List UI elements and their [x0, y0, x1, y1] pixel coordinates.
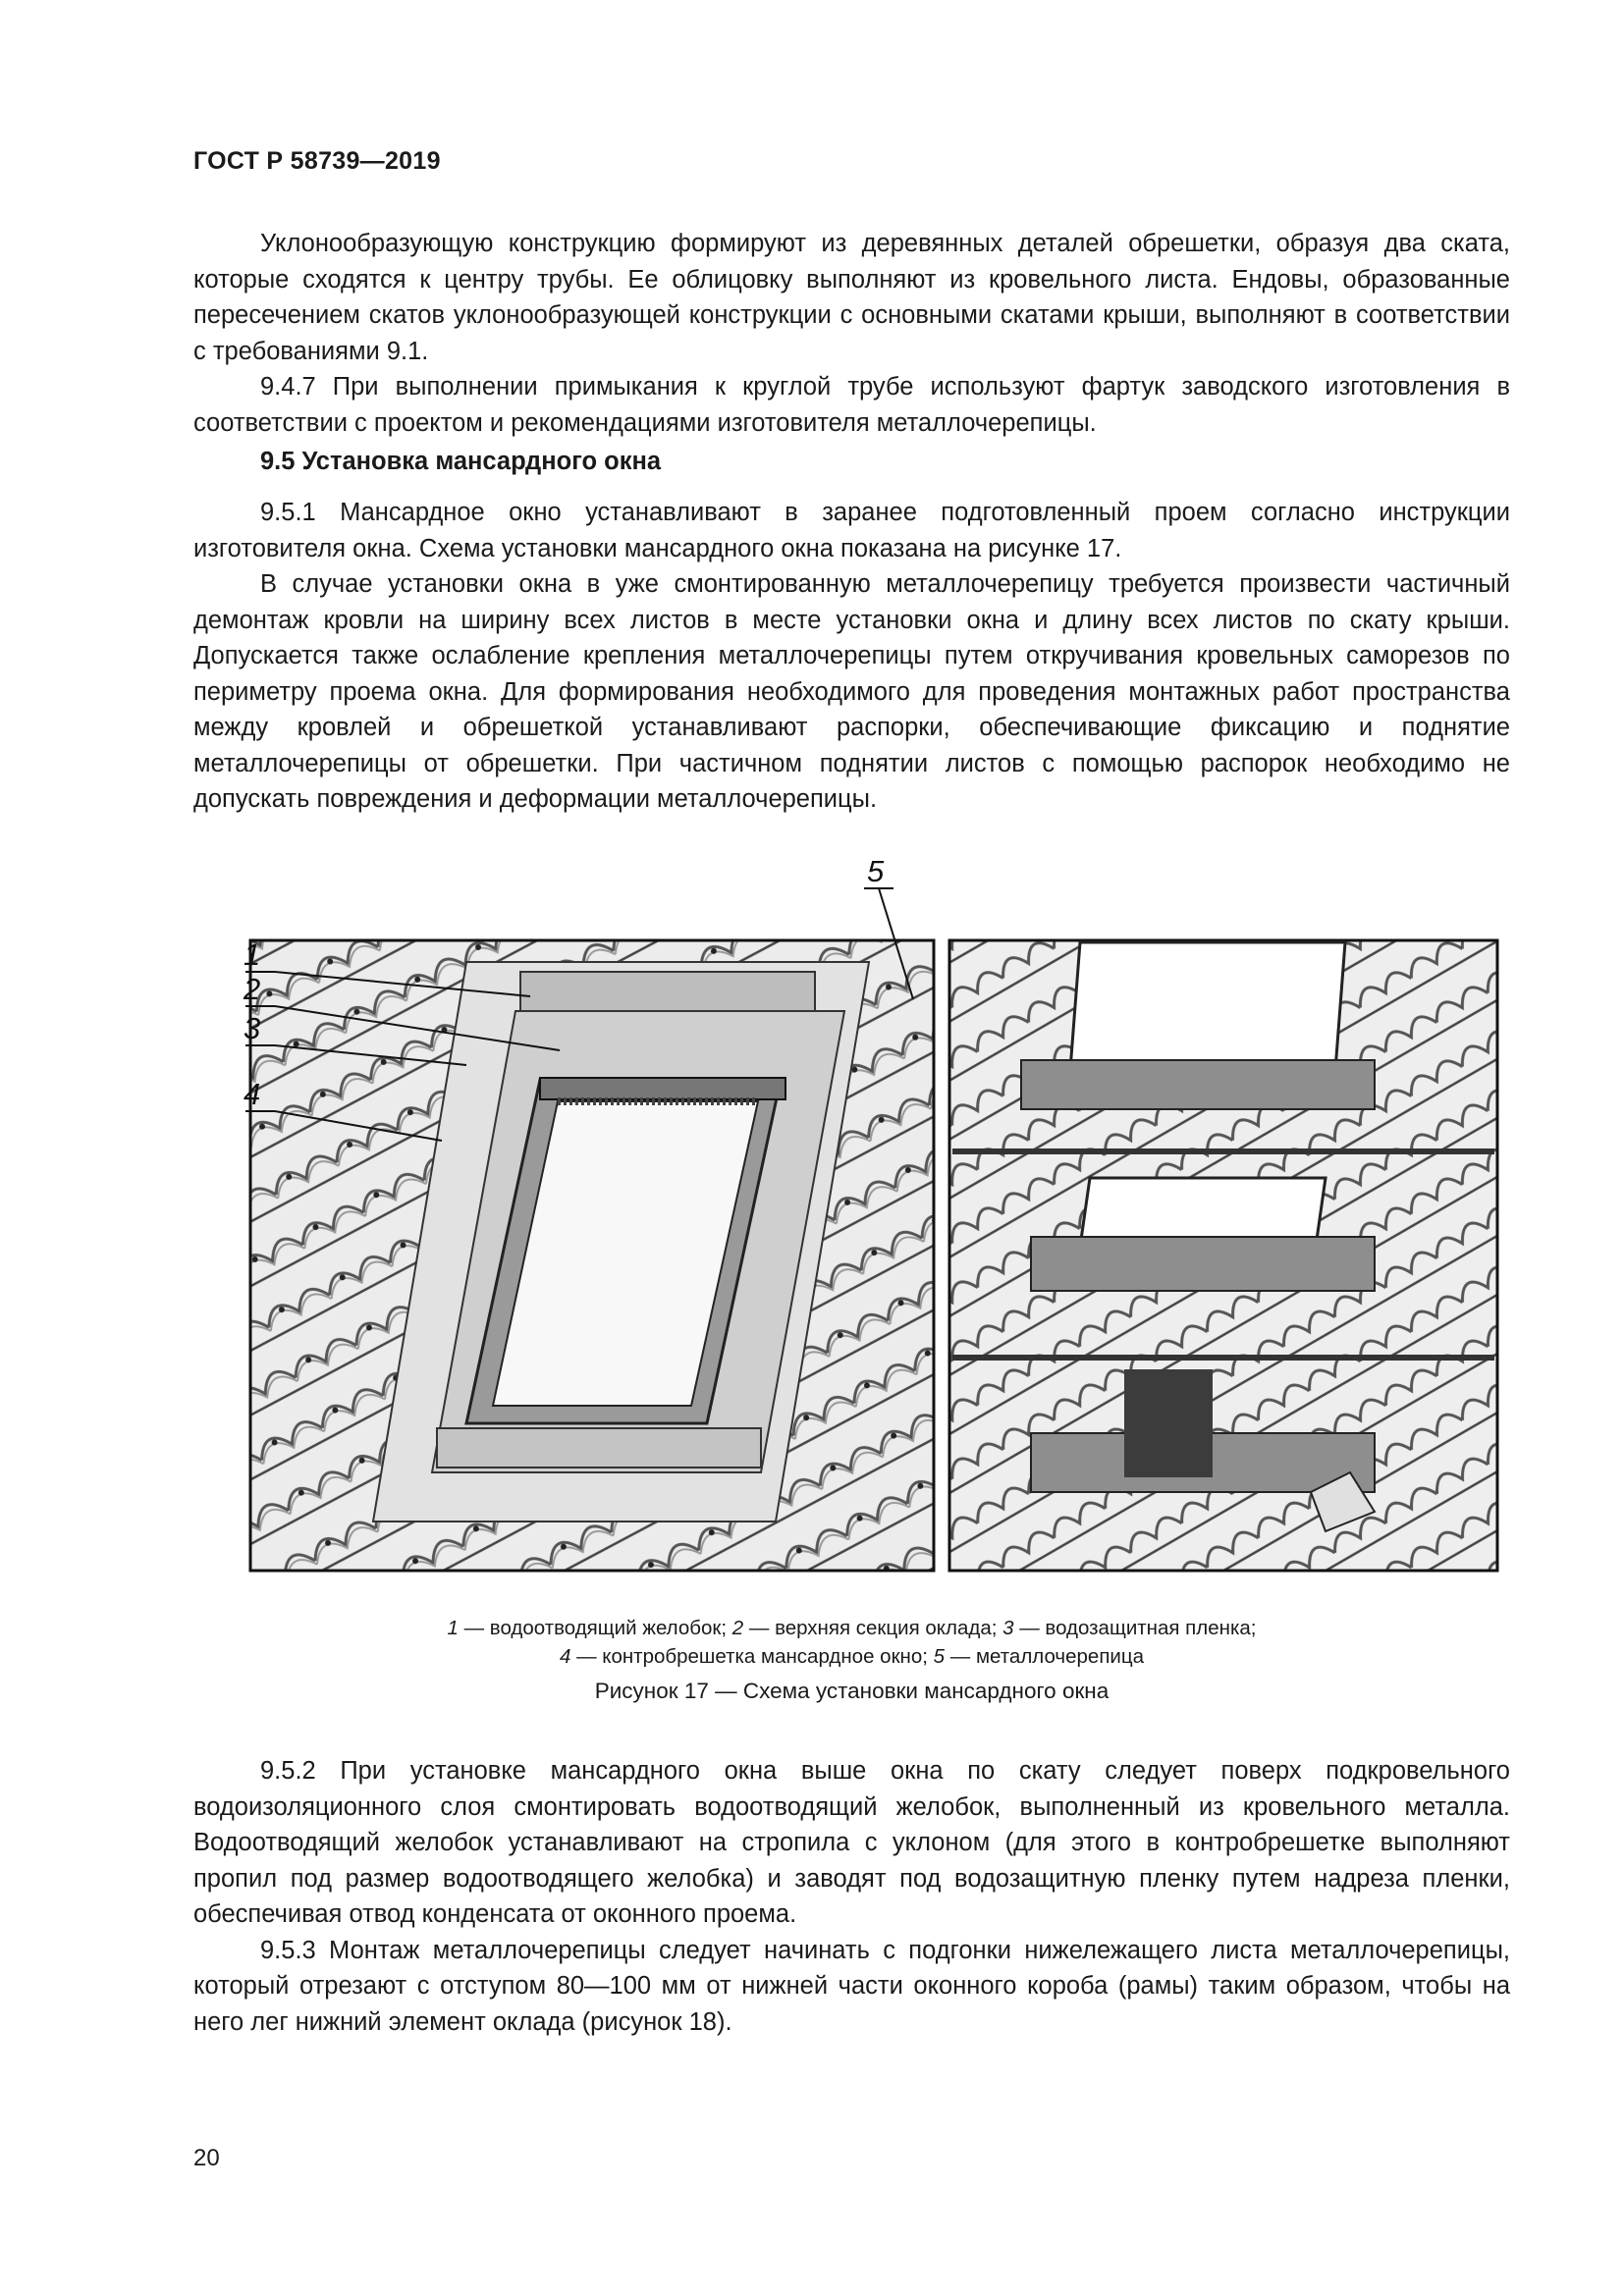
callout-4: 4: [244, 1077, 261, 1111]
section-title: 9.5 Установка мансардного окна: [260, 448, 662, 475]
figure-17-drawing: [245, 844, 1502, 1580]
callout-3: 3: [244, 1011, 261, 1045]
paragraph: 9.5.2 При установке мансардного окна выше окна по скату следует поверх подкровельного водоизоляционного слоя смонтировать водоотводящий желобок, выполненный из кровельного металла. Водоотводящий желобок устанавливают на стропила с уклоном (для этого в контробрешетке выполняют пропил под размер водоотводящего желобка) и заводят под водозащитную пленку путем надреза пленки, обеспечивая отвод конденсата от оконного проема.: [193, 1757, 1510, 1928]
figure-caption: Рисунок 17 — Схема установки мансардного окна: [594, 1679, 1110, 1703]
figure-legend-line-2: 4 — контробрешетка мансардное окно; 5 — металлочерепица: [559, 1645, 1145, 1668]
paragraph: 9.5.1 Мансардное окно устанавливают в заранее подготовленный проем согласно инструкции изготовителя окна. Схема установки мансардного окна показана на рисунке 17.: [193, 499, 1510, 562]
text-block-middle: [193, 495, 1510, 818]
text-block-top: [193, 226, 1510, 441]
paragraph: 9.5.3 Монтаж металлочерепицы следует начинать с подгонки нижележащего листа металлочерепицы, который отрезают с отступом 80—100 мм от нижней части оконного короба (рамы) таким образом, чтобы на него лег нижний элемент оклада (рисунок 18).: [193, 1936, 1510, 2036]
figure-legend-line-1: 1 — водоотводящий желобок; 2 — верхняя секция оклада; 3 — водозащитная пленка;: [447, 1617, 1257, 1639]
paragraph: В случае установки окна в уже смонтированную металлочерепицу требуется произвести частичный демонтаж кровли на ширину всех листов в месте установки окна и длину всех листов по скату крыши. Допускается также ослабление крепления металлочерепицы путем откручивания кровельных саморезов по периметру проема окна. Для формирования необходимого для проведения монтажных работ пространства между кровлей и обрешеткой устанавливают распорки, обеспечивающие фиксацию и поднятие металлочерепицы от обрешетки. При частичном поднятии листов с помощью распорок необходимо не допускать повреждения и деформации металлочерепицы.: [193, 570, 1510, 813]
installation-steps-view: [949, 940, 1497, 1571]
roof-installation-view: [250, 940, 934, 1571]
text-block-bottom: [193, 1753, 1510, 2040]
page-number: 20: [193, 2145, 220, 2171]
callout-1: 1: [244, 937, 261, 972]
callout-5: 5: [867, 854, 885, 888]
callout-2: 2: [244, 972, 261, 1006]
paragraph: Уклонообразующую конструкцию формируют из деревянных деталей обрешетки, образуя два ската, которые сходятся к центру трубы. Ее облицовку выполняют из кровельного листа. Ендовы, образованные пересечением скатов уклонообразующей конструкции с основными скатами крыши, выполняют в соответствии с требованиями 9.1.: [193, 230, 1510, 365]
document-header: ГОСТ Р 58739—2019: [193, 147, 441, 175]
paragraph: 9.4.7 При выполнении примыкания к круглой трубе используют фартук заводского изготовления в соответствии с проектом и рекомендациями изготовителя металлочерепицы.: [193, 373, 1510, 437]
